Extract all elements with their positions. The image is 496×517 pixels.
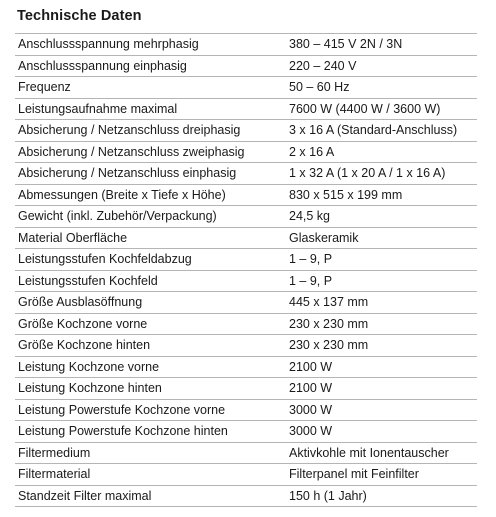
spec-value: 230 x 230 mm: [286, 335, 477, 357]
spec-label: Leistung Kochzone vorne: [15, 356, 286, 378]
spec-value: 3000 W: [286, 399, 477, 421]
spec-label: Leistungsstufen Kochfeldabzug: [15, 249, 286, 271]
spec-row: [15, 356, 477, 378]
spec-row: [15, 98, 477, 120]
spec-row: [15, 249, 477, 271]
spec-row: [15, 464, 477, 486]
spec-value: 2100 W: [286, 378, 477, 400]
spec-label: Anschlussspannung einphasig: [15, 55, 286, 77]
spec-value: 220 – 240 V: [286, 55, 477, 77]
spec-row: [15, 227, 477, 249]
spec-row: [15, 34, 477, 56]
spec-value: 830 x 515 x 199 mm: [286, 184, 477, 206]
spec-row: [15, 442, 477, 464]
spec-value: Aktivkohle mit Ionentauscher: [286, 442, 477, 464]
spec-row: [15, 270, 477, 292]
spec-value: 1 – 9, P: [286, 270, 477, 292]
spec-label: Leistung Powerstufe Kochzone hinten: [15, 421, 286, 443]
spec-label: Größe Kochzone hinten: [15, 335, 286, 357]
spec-value: 2 x 16 A: [286, 141, 477, 163]
spec-row: [15, 335, 477, 357]
spec-row: [15, 77, 477, 99]
spec-label: Größe Kochzone vorne: [15, 313, 286, 335]
spec-row: [15, 206, 477, 228]
spec-label: Leistungsstufen Kochfeld: [15, 270, 286, 292]
spec-label: Leistung Kochzone hinten: [15, 378, 286, 400]
spec-value: 150 h (1 Jahr): [286, 485, 477, 507]
spec-row: [15, 313, 477, 335]
spec-label: Material Oberfläche: [15, 227, 286, 249]
spec-row: [15, 55, 477, 77]
spec-value: Filterpanel mit Feinfilter: [286, 464, 477, 486]
spec-value: 3000 W: [286, 421, 477, 443]
spec-label: Absicherung / Netzanschluss zweiphasig: [15, 141, 286, 163]
spec-value: 445 x 137 mm: [286, 292, 477, 314]
spec-row: [15, 292, 477, 314]
spec-label: Filtermedium: [15, 442, 286, 464]
spec-label: Leistung Powerstufe Kochzone vorne: [15, 399, 286, 421]
spec-label: Größe Ausblasöffnung: [15, 292, 286, 314]
spec-label: Absicherung / Netzanschluss einphasig: [15, 163, 286, 185]
spec-value: 2100 W: [286, 356, 477, 378]
spec-label: Filtermaterial: [15, 464, 286, 486]
spec-row: [15, 141, 477, 163]
spec-row: [15, 399, 477, 421]
spec-table: [15, 33, 477, 507]
spec-row: [15, 421, 477, 443]
spec-value: 50 – 60 Hz: [286, 77, 477, 99]
spec-label: Absicherung / Netzanschluss dreiphasig: [15, 120, 286, 142]
spec-label: Leistungsaufnahme maximal: [15, 98, 286, 120]
spec-row: [15, 163, 477, 185]
page-title: Technische Daten: [17, 8, 142, 24]
spec-label: Abmessungen (Breite x Tiefe x Höhe): [15, 184, 286, 206]
spec-table-body: [15, 34, 477, 507]
spec-value: Glaskeramik: [286, 227, 477, 249]
spec-row: [15, 485, 477, 507]
spec-label: Frequenz: [15, 77, 286, 99]
spec-row: [15, 184, 477, 206]
spec-row: [15, 378, 477, 400]
spec-value: 24,5 kg: [286, 206, 477, 228]
spec-value: 7600 W (4400 W / 3600 W): [286, 98, 477, 120]
spec-label: Standzeit Filter maximal: [15, 485, 286, 507]
spec-value: 230 x 230 mm: [286, 313, 477, 335]
spec-value: 1 x 32 A (1 x 20 A / 1 x 16 A): [286, 163, 477, 185]
spec-value: 1 – 9, P: [286, 249, 477, 271]
spec-value: 380 – 415 V 2N / 3N: [286, 34, 477, 56]
spec-value: 3 x 16 A (Standard-Anschluss): [286, 120, 477, 142]
spec-label: Gewicht (inkl. Zubehör/Verpackung): [15, 206, 286, 228]
spec-row: [15, 120, 477, 142]
spec-label: Anschlussspannung mehrphasig: [15, 34, 286, 56]
